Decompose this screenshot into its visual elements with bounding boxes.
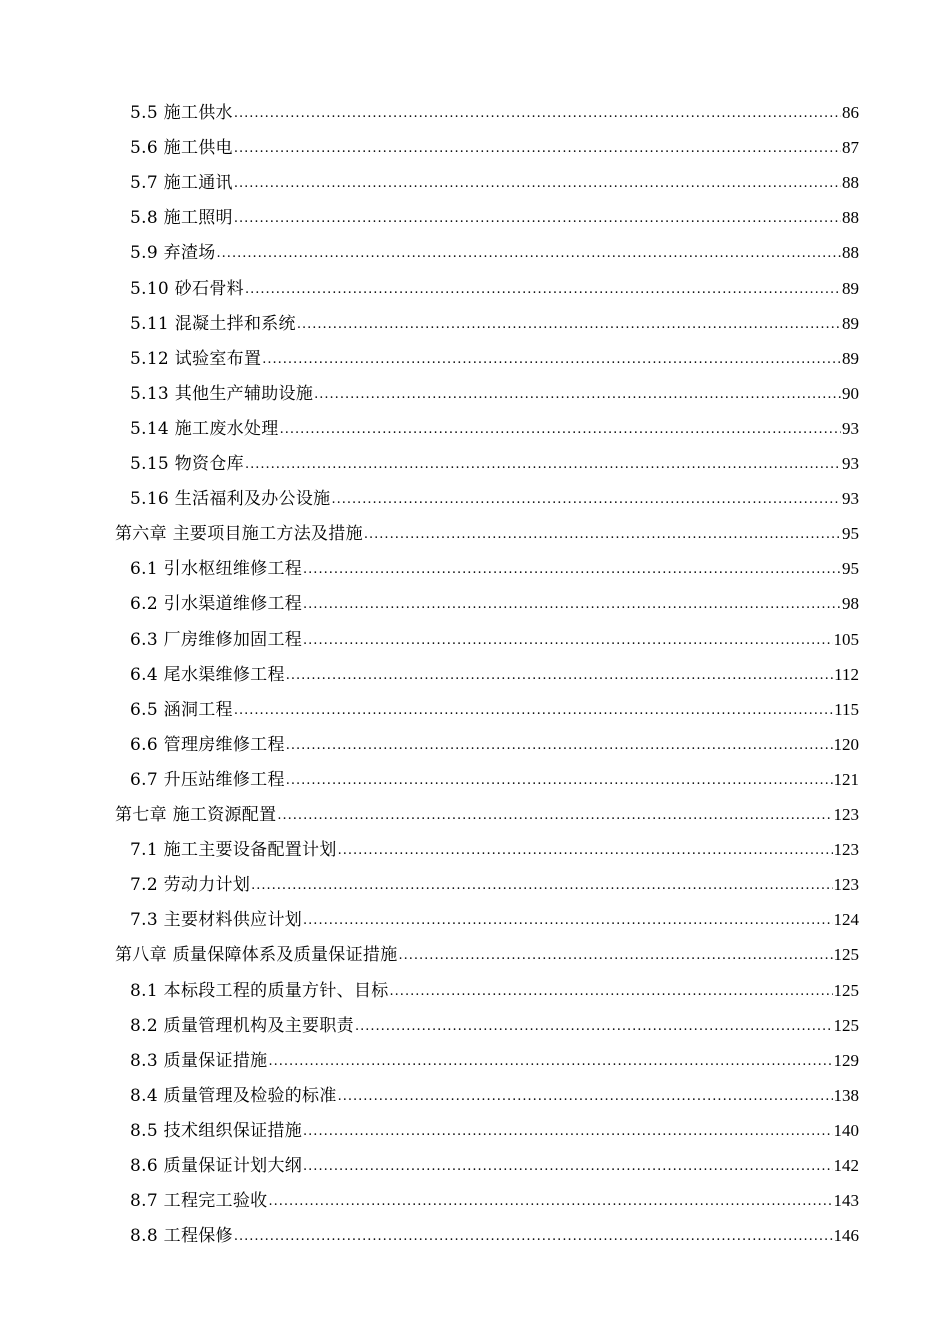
toc-dot-leader [303,1114,832,1149]
toc-section-entry[interactable] [130,657,859,692]
toc-section-entry[interactable] [130,622,859,657]
toc-entry-page-number: 95 [842,559,859,579]
toc-entry-title: 5.8 施工照明 [130,208,233,229]
toc-entry-page-number: 88 [842,208,859,228]
toc-entry-page-number: 89 [842,313,859,333]
toc-entry-page-number: 138 [833,1085,859,1105]
toc-entry-title: 8.6 质量保证计划大纲 [130,1156,303,1176]
toc-entry-title: 6.4 尾水渠维修工程 [130,664,285,685]
toc-entry-title: 5.14 施工废水处理 [130,418,279,439]
toc-section-entry[interactable] [130,902,859,937]
toc-entry-title: 6.3 厂房维修加固工程 [130,629,303,650]
toc-section-entry[interactable] [130,832,859,867]
toc-section-entry[interactable] [130,95,859,130]
toc-section-entry[interactable] [130,551,859,586]
toc-dot-leader [303,903,832,938]
toc-chapter-entry[interactable] [115,937,859,972]
toc-entry-page-number: 93 [842,418,859,438]
toc-section-entry[interactable] [130,481,859,516]
toc-entry-title: 7.2 劳动力计划 [130,875,251,896]
toc-entry-page-number: 146 [833,1226,859,1246]
toc-entry-title: 6.6 管理房维修工程 [130,734,285,755]
toc-entry-page-number: 125 [833,1015,859,1035]
toc-entry-title: 8.8 工程保修 [130,1226,233,1247]
toc-section-entry[interactable] [130,727,859,762]
toc-dot-leader [355,1009,833,1044]
toc-dot-leader [314,377,841,412]
toc-entry-title: 5.13 其他生产辅助设施 [130,383,314,404]
toc-entry-page-number: 95 [842,524,859,544]
toc-section-entry[interactable] [130,130,859,165]
toc-entry-page-number: 120 [833,734,859,754]
toc-section-entry[interactable] [130,376,859,411]
toc-entry-title: 7.3 主要材料供应计划 [130,910,303,931]
toc-dot-leader [303,587,841,622]
toc-entry-title: 8.7 工程完工验收 [130,1191,268,1212]
toc-entry-title: 第六章 主要项目施工方法及措施 [115,524,363,545]
toc-section-entry[interactable] [130,1078,859,1113]
toc-dot-leader [303,552,841,587]
toc-entry-title: 6.1 引水枢纽维修工程 [130,559,303,580]
toc-entry-title: 8.5 技术组织保证措施 [130,1120,303,1141]
toc-entry-page-number: 89 [842,348,859,368]
toc-entry-title: 5.12 试验室布置 [130,348,262,369]
toc-section-entry[interactable] [130,692,859,727]
toc-section-entry[interactable] [130,973,859,1008]
toc-dot-leader [303,623,832,658]
toc-entry-page-number: 125 [833,945,859,965]
toc-dot-leader [277,798,832,833]
toc-entry-page-number: 140 [833,1120,859,1140]
toc-entry-title: 6.7 升压站维修工程 [130,769,285,790]
toc-dot-leader [234,693,833,728]
toc-dot-leader [390,974,833,1009]
toc-entry-page-number: 143 [833,1191,859,1211]
toc-entry-title: 6.5 涵洞工程 [130,699,233,720]
toc-entry-page-number: 105 [833,629,859,649]
toc-dot-leader [245,447,841,482]
toc-dot-leader [286,658,833,693]
toc-section-entry[interactable] [130,271,859,306]
toc-section-entry[interactable] [130,1043,859,1078]
toc-entry-page-number: 142 [833,1156,859,1175]
toc-dot-leader [251,868,832,903]
toc-entry-title: 8.2 质量管理机构及主要职责 [130,1015,354,1036]
toc-section-entry[interactable] [130,341,859,376]
toc-entry-title: 5.9 弃渣场 [130,243,216,264]
toc-dot-leader [286,763,833,798]
toc-section-entry[interactable] [130,762,859,797]
toc-dot-leader [364,517,841,552]
toc-dot-leader [234,96,841,131]
toc-section-entry[interactable] [130,200,859,235]
toc-entry-title: 8.3 质量保证措施 [130,1050,268,1071]
toc-entry-title: 5.11 混凝土拌和系统 [130,313,296,334]
toc-entry-title: 5.5 施工供水 [130,103,233,123]
toc-dot-leader [268,1184,832,1219]
toc-dot-leader [234,1219,833,1254]
toc-section-entry[interactable] [130,446,859,481]
toc-dot-leader [338,1079,833,1114]
toc-dot-leader [268,1044,832,1079]
toc-entry-page-number: 88 [842,243,859,263]
toc-entry-title: 5.7 施工通讯 [130,173,233,194]
toc-dot-leader [217,236,841,271]
toc-entry-title: 第八章 质量保障体系及质量保证措施 [115,945,398,966]
toc-dot-leader [234,201,841,236]
toc-entry-page-number: 98 [842,594,859,614]
toc-section-entry[interactable] [130,1113,859,1148]
toc-entry-title: 第七章 施工资源配置 [115,805,277,825]
toc-entry-page-number: 124 [833,910,859,930]
toc-entry-page-number: 88 [842,173,859,193]
toc-dot-leader [234,166,841,201]
toc-entry-page-number: 93 [842,454,859,473]
toc-section-entry[interactable] [130,306,859,341]
toc-entry-title: 5.10 砂石骨料 [130,278,244,299]
toc-section-entry[interactable] [130,1148,859,1183]
toc-section-entry[interactable] [130,411,859,446]
toc-entry-title: 5.16 生活福利及办公设施 [130,489,331,510]
toc-entry-page-number: 123 [833,840,859,860]
toc-section-entry[interactable] [130,1218,859,1253]
toc-chapter-entry[interactable] [115,516,859,551]
toc-entry-page-number: 123 [833,875,859,895]
toc-entry-page-number: 123 [833,805,859,824]
toc-entry-title: 8.4 质量管理及检验的标准 [130,1085,337,1106]
toc-dot-leader [280,412,841,447]
toc-entry-title: 8.1 本标段工程的质量方针、目标 [130,980,389,1001]
toc-entry-page-number: 121 [833,769,859,789]
toc-entry-page-number: 125 [833,980,859,1000]
toc-section-entry[interactable] [130,586,859,621]
toc-dot-leader [234,131,841,166]
toc-entry-page-number: 86 [842,103,859,122]
toc-section-entry[interactable] [130,867,859,902]
toc-dot-leader [262,342,841,377]
toc-entry-title: 6.2 引水渠道维修工程 [130,594,303,615]
toc-entry-page-number: 87 [842,138,859,158]
toc-section-entry[interactable] [130,235,859,270]
toc-entry-title: 7.1 施工主要设备配置计划 [130,840,337,861]
toc-dot-leader [286,728,833,763]
toc-entry-page-number: 129 [833,1050,859,1070]
toc-entry-page-number: 89 [842,278,859,298]
toc-entry-page-number: 90 [842,383,859,403]
toc-entry-page-number: 115 [834,699,859,719]
toc-dot-leader [303,1149,832,1184]
toc-dot-leader [338,833,833,868]
toc-entry-page-number: 93 [842,489,859,509]
toc-entry-title: 5.15 物资仓库 [130,454,244,474]
toc-section-entry[interactable] [130,1183,859,1218]
toc-dot-leader [297,307,841,342]
toc-chapter-entry[interactable] [115,797,859,832]
toc-section-entry[interactable] [130,165,859,200]
toc-dot-leader [331,482,841,517]
toc-entry-page-number: 112 [834,664,859,684]
toc-entry-title: 5.6 施工供电 [130,138,233,159]
toc-section-entry[interactable] [130,1008,859,1043]
toc-dot-leader [399,938,833,973]
toc-dot-leader [245,272,841,307]
